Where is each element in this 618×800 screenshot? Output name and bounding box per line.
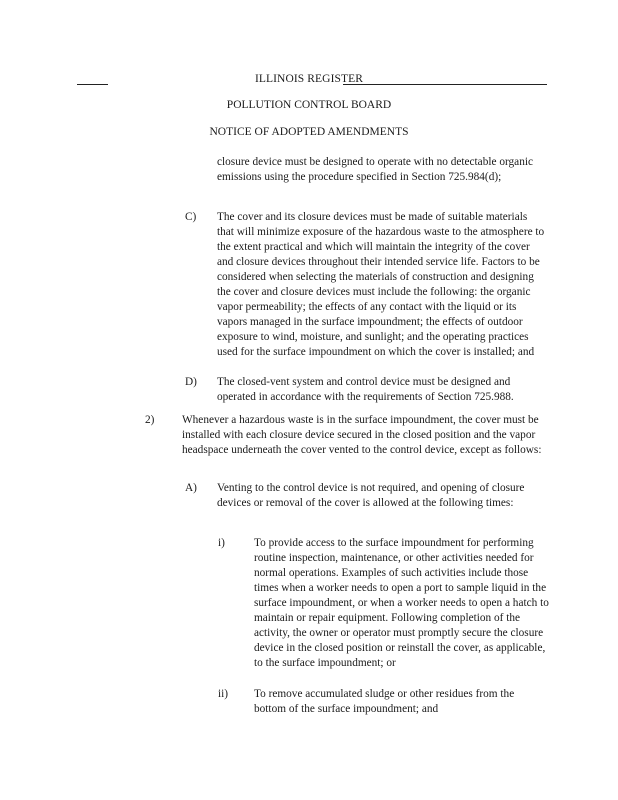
item-c-text: The cover and its closure devices must be made of suitable materials that will minimize exposure of the hazardous waste to the atmosphere to the extent practical and which will maintain the integrity of the cover and closure devices throughout their intended service life. Factors to be considered when selecting the materials of construction and designing the cover and closure devices must include the following: the organic vapor permeability; the effects of any contact with the liquid or its vapors managed in the surface impoundment; the effects of outdoor exposure to wind, moisture, and sunlight; and the operating practices used for the surface impoundment on which the cover is installed; and	[217, 211, 545, 358]
item-i-text: To provide access to the surface impoundment for performing routine inspection, maintenance, or other activities needed for normal operations. Examples of such activities include those times when a worker needs to open a port to sample liquid in the surface impoundment, or when a worker needs to open a hatch to maintain or repair equipment. Following completion of the activity, the owner or operator must promptly secure the closure device in the closed position or reinstall the cover, as applicable, to the surface impoundment; or	[254, 537, 549, 669]
item-c-label: C)	[185, 211, 197, 223]
item-2-text: Whenever a hazardous waste is in the surface impoundment, the cover must be installed with each closure device secured in the closed position and the vapor headspace underneath the cover vented to the control device, except as follows:	[182, 414, 542, 456]
continuation-paragraph: closure device must be designed to operate with no detectable organic emissions using the procedure specified in Section 725.984(d);	[217, 156, 533, 183]
item-2a-label: A)	[185, 482, 197, 494]
board-name: POLLUTION CONTROL BOARD	[226, 99, 392, 111]
item-2a-text: Venting to the control device is not required, and opening of closure devices or removal of the cover is allowed at the following times:	[217, 482, 525, 509]
register-title: ILLINOIS REGISTER	[254, 73, 364, 85]
item-i-label: i)	[218, 537, 225, 549]
item-ii-label: ii)	[218, 688, 229, 700]
item-ii-text: To remove accumulated sludge or other residues from the bottom of the surface impoundment; and	[254, 688, 515, 715]
item-d-text: The closed-vent system and control device must be designed and operated in accordance with the requirements of Section 725.988.	[217, 376, 514, 403]
item-2-label: 2)	[145, 414, 155, 426]
item-d-label: D)	[185, 376, 197, 388]
notice-title: NOTICE OF ADOPTED AMENDMENTS	[209, 126, 409, 138]
